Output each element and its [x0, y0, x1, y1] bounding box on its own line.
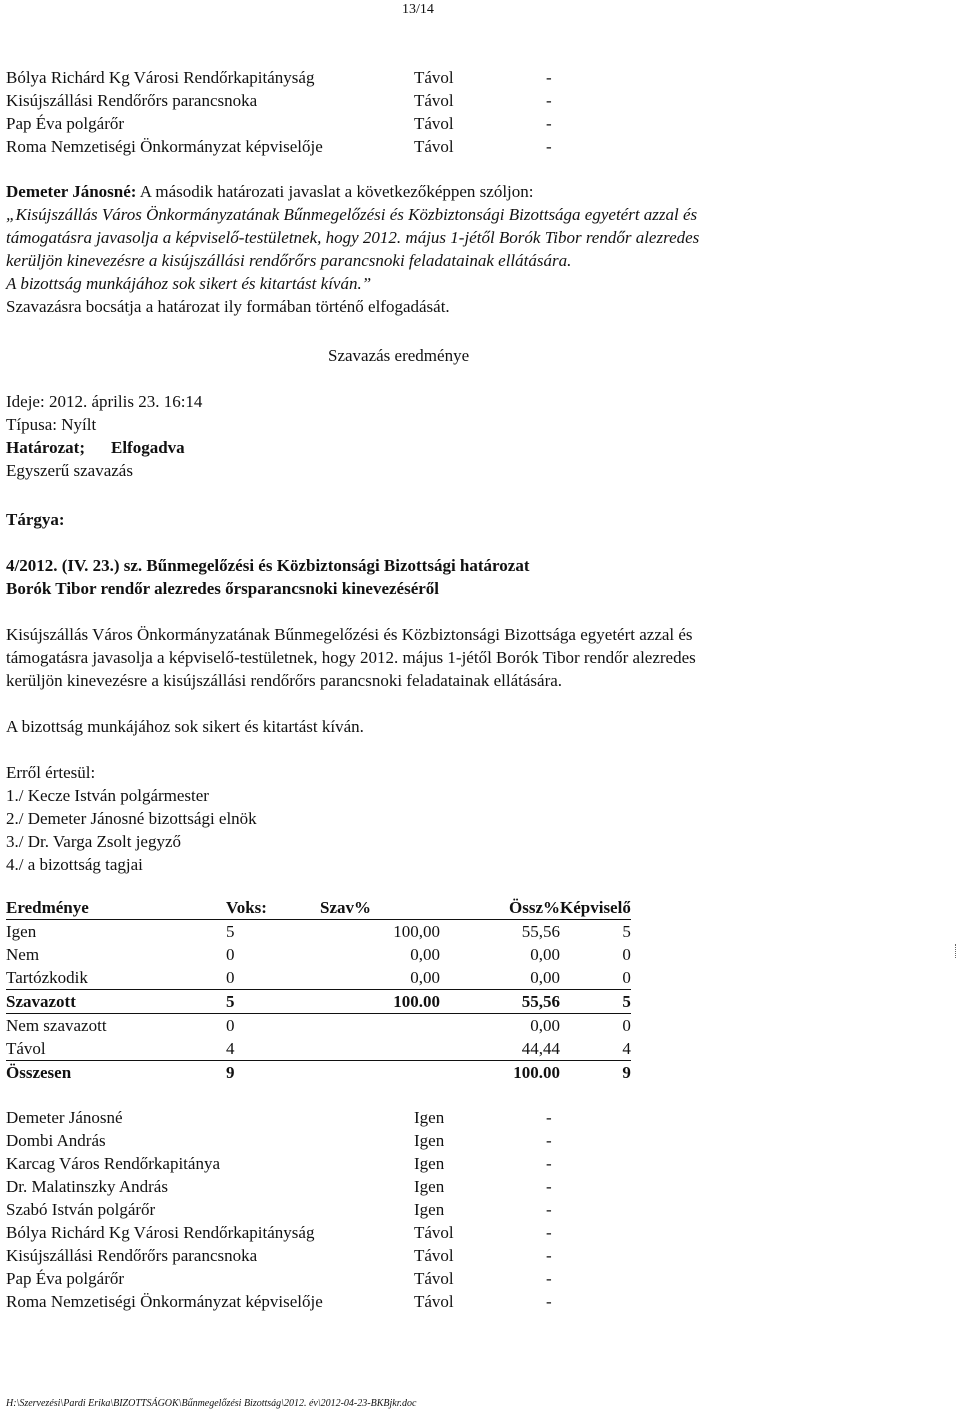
attendance-row — [6, 66, 566, 89]
table-row — [6, 943, 631, 966]
member-mark: - — [546, 1269, 552, 1288]
cell-kep: 0 — [622, 1016, 631, 1035]
decision-value: Elfogadva — [111, 438, 185, 457]
resolution-title: 4/2012. (IV. 23.) sz. Bűnmegelőzési és Közbiztonsági Bizottsági határozat — [6, 556, 530, 575]
cell-szav: 0,00 — [286, 966, 440, 990]
cell-label: Nem — [6, 945, 40, 964]
member-vote: Távol — [414, 1269, 454, 1288]
cell-ossz: 0,00 — [440, 966, 560, 990]
header-result: Eredménye — [6, 896, 226, 920]
motion-closing: Szavazásra bocsátja a határozat ily formában történő elfogadását. — [6, 297, 450, 316]
attendance-row — [6, 135, 566, 158]
cell-kep: 5 — [622, 922, 631, 941]
cell-voks: 4 — [226, 1037, 286, 1061]
motion-intro-text: A második határozati javaslat a következőképpen szóljon: — [136, 182, 534, 201]
attendance-row — [6, 1290, 566, 1313]
motion-speaker: Demeter Jánosné: — [6, 182, 137, 201]
notify-item: 2./ Demeter Jánosné bizottsági elnök — [6, 809, 257, 828]
cell-kep: 9 — [622, 1063, 631, 1082]
cell-ossz: 0,00 — [530, 945, 560, 964]
cell-szav — [286, 1061, 440, 1085]
member-mark: - — [546, 1246, 552, 1265]
cell-szav: 0,00 — [410, 945, 440, 964]
member-mark: - — [546, 1292, 552, 1311]
motion-quote-line: „Kisújszállás Város Önkormányzatának Bűnmegelőzési és Közbiztonsági Bizottsága egyetért azzal és — [6, 205, 698, 224]
notify-item: 1./ Kecze István polgármester — [6, 786, 209, 805]
cell-kep: 5 — [560, 990, 631, 1014]
member-mark: - — [546, 114, 552, 133]
motion-quote-line: A bizottság munkájához sok sikert és kitartást kíván.” — [6, 274, 372, 293]
cell-szav — [286, 1037, 440, 1061]
subject-label: Tárgya: — [6, 510, 65, 529]
cell-kep: 0 — [560, 966, 631, 990]
page-number: 13/14 — [402, 2, 434, 17]
member-name: Kisújszállási Rendőrőrs parancsnoka — [6, 91, 258, 110]
member-mark: - — [546, 1154, 552, 1173]
attendance-row — [6, 1267, 566, 1290]
member-mark: - — [546, 1223, 552, 1242]
file-path-footer: H:\Szervezési\Pardi Erika\BIZOTTSÁGOK\Bűnmegelőzési Bizottság\2012. év\2012-04-23-BKBjkr.doc — [6, 1398, 417, 1409]
member-mark: - — [546, 1200, 552, 1219]
decision-label: Határozat; — [6, 438, 85, 457]
member-mark: - — [546, 1131, 552, 1150]
member-mark: - — [546, 1177, 552, 1196]
vote-type: Típusa: Nyílt — [6, 415, 97, 434]
table-row — [6, 1037, 631, 1061]
motion-quote-line: kerüljön kinevezésre a kisújszállási rendőrőrs parancsnoki feladatainak ellátására. — [6, 251, 572, 270]
motion-intro — [6, 180, 906, 203]
member-name: Roma Nemzetiségi Önkormányzat képviselője — [6, 137, 323, 156]
attendance-row — [6, 1244, 566, 1267]
member-name: Karcag Város Rendőrkapitánya — [6, 1154, 220, 1173]
cell-szav: 100.00 — [286, 990, 440, 1014]
vote-method: Egyszerű szavazás — [6, 461, 133, 480]
attendance-row — [6, 89, 566, 112]
cell-voks: 0 — [226, 966, 286, 990]
notify-item: 4./ a bizottság tagjai — [6, 855, 143, 874]
member-name: Dr. Malatinszky András — [6, 1177, 168, 1196]
member-vote: Távol — [414, 1292, 454, 1311]
vote-date: Ideje: 2012. április 23. 16:14 — [6, 392, 203, 411]
member-vote: Igen — [414, 1131, 445, 1150]
cell-label: Tartózkodik — [6, 966, 226, 990]
cell-label: Összesen — [6, 1063, 72, 1082]
attendance-row — [6, 1198, 566, 1221]
margin-mark — [955, 944, 957, 958]
header-ossz: Össz% — [440, 896, 560, 920]
notify-label: Erről értesül: — [6, 763, 96, 782]
cell-ossz: 100.00 — [513, 1063, 560, 1082]
vote-result-heading: Szavazás eredménye — [328, 346, 470, 365]
cell-kep: 0 — [622, 945, 631, 964]
member-mark: - — [546, 91, 552, 110]
header-voks: Voks: — [226, 896, 286, 920]
member-vote: Távol — [414, 1246, 454, 1265]
cell-ossz: 0,00 — [530, 1016, 560, 1035]
member-name: Bólya Richárd Kg Városi Rendőrkapitányság — [6, 68, 315, 87]
member-vote: Távol — [414, 137, 454, 156]
cell-label: Szavazott — [6, 990, 226, 1014]
resolution-body-line: támogatásra javasolja a képviselő-testületnek, hogy 2012. május 1-jétől Borók Tibor rendőr alezredes — [6, 648, 696, 667]
cell-szav: 100,00 — [393, 922, 440, 941]
member-vote: Távol — [414, 91, 454, 110]
member-vote: Távol — [414, 1223, 454, 1242]
member-vote: Igen — [414, 1177, 445, 1196]
resolution-subtitle: Borók Tibor rendőr alezredes őrsparancsnoki kinevezéséről — [6, 579, 440, 598]
member-name: Szabó István polgárőr — [6, 1200, 156, 1219]
vote-decision — [6, 436, 906, 459]
member-name: Pap Éva polgárőr — [6, 1269, 125, 1288]
motion-quote-line: támogatásra javasolja a képviselő-testületnek, hogy 2012. május 1-jétől Borók Tibor rendőr alezredes — [6, 228, 700, 247]
cell-voks: 5 — [226, 922, 235, 941]
cell-ossz: 44,44 — [440, 1037, 560, 1061]
resolution-body-line: kerüljön kinevezésre a kisújszállási rendőrőrs parancsnoki feladatainak ellátására. — [6, 671, 563, 690]
resolution-body-line: Kisújszállás Város Önkormányzatának Bűnmegelőzési és Közbiztonsági Bizottsága egyetért azzal és — [6, 625, 693, 644]
member-vote: Távol — [414, 114, 454, 133]
cell-voks: 5 — [226, 990, 286, 1014]
member-mark: - — [546, 137, 552, 156]
table-row — [6, 966, 631, 990]
header-kepviselo: Képviselő — [560, 896, 631, 920]
attendance-row — [6, 1152, 566, 1175]
attendance-row — [6, 1106, 566, 1129]
table-row — [6, 1014, 631, 1038]
member-vote: Igen — [414, 1200, 445, 1219]
table-row — [6, 920, 631, 944]
cell-label: Nem szavazott — [6, 1016, 107, 1035]
member-name: Pap Éva polgárőr — [6, 114, 125, 133]
member-vote: Igen — [414, 1154, 445, 1173]
member-mark: - — [546, 1108, 552, 1127]
member-vote: Igen — [414, 1108, 445, 1127]
results-table — [6, 896, 631, 1084]
member-name: Roma Nemzetiségi Önkormányzat képviselője — [6, 1292, 323, 1311]
cell-ossz: 55,56 — [440, 990, 560, 1014]
cell-ossz: 55,56 — [521, 922, 560, 941]
member-name: Kisújszállási Rendőrőrs parancsnoka — [6, 1246, 258, 1265]
header-szav: Szav% — [286, 896, 440, 920]
attendance-row — [6, 1221, 566, 1244]
cell-voks: 9 — [226, 1063, 235, 1082]
cell-label: Távol — [6, 1037, 226, 1061]
member-name: Dombi András — [6, 1131, 106, 1150]
cell-voks: 0 — [226, 1016, 235, 1035]
cell-label: Igen — [6, 922, 37, 941]
cell-kep: 4 — [560, 1037, 631, 1061]
table-row — [6, 990, 631, 1014]
resolution-wish: A bizottság munkájához sok sikert és kitartást kíván. — [6, 717, 364, 736]
cell-voks: 0 — [226, 945, 235, 964]
member-name: Demeter Jánosné — [6, 1108, 123, 1127]
attendance-row — [6, 1129, 566, 1152]
attendance-row — [6, 1175, 566, 1198]
cell-szav — [286, 1014, 440, 1038]
table-row — [6, 1061, 631, 1085]
member-vote: Távol — [414, 68, 454, 87]
member-name: Bólya Richárd Kg Városi Rendőrkapitányság — [6, 1223, 315, 1242]
member-mark: - — [546, 68, 552, 87]
notify-item: 3./ Dr. Varga Zsolt jegyző — [6, 832, 182, 851]
attendance-row — [6, 112, 566, 135]
results-header-row — [6, 896, 631, 920]
